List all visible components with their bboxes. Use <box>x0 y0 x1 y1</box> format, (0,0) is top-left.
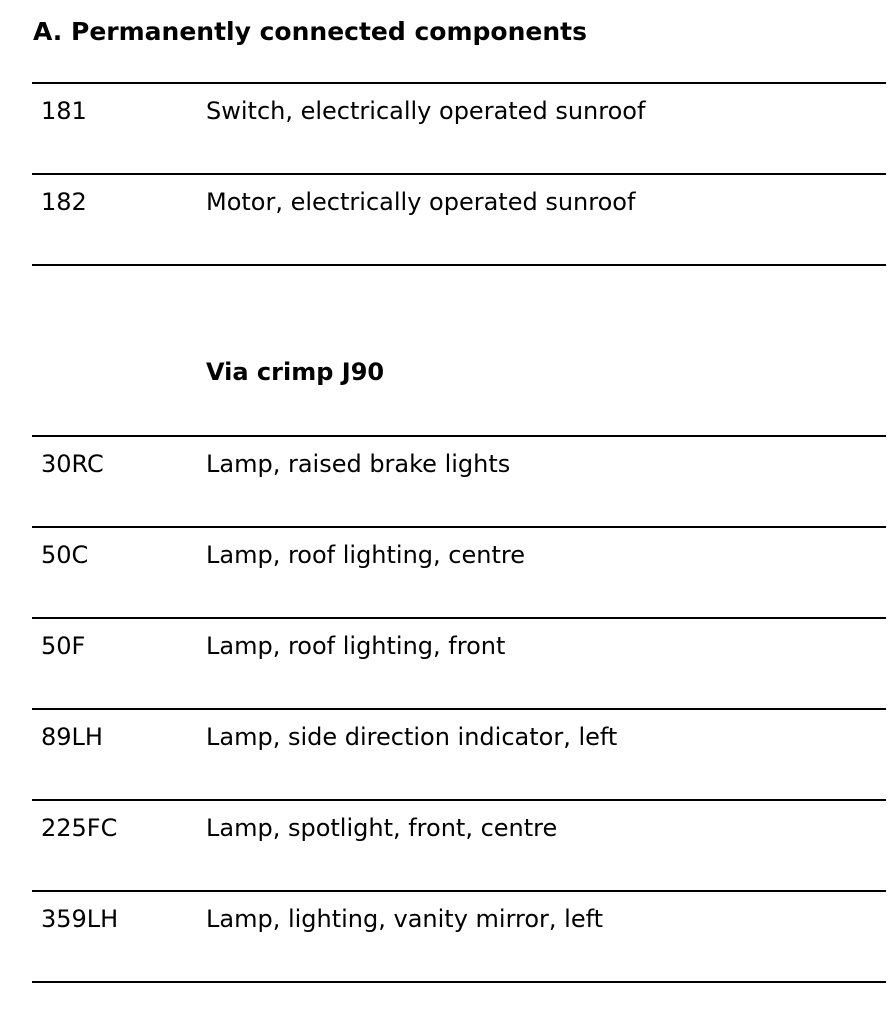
component-code: 182 <box>41 188 87 216</box>
component-code: 50C <box>41 541 89 569</box>
section-heading: A. Permanently connected components <box>33 17 587 46</box>
table-row <box>32 801 886 892</box>
components-table <box>32 82 886 266</box>
table-row <box>32 619 886 710</box>
crimp-components-table <box>32 435 886 983</box>
component-description: Switch, electrically operated sunroof <box>206 97 646 125</box>
component-description: Lamp, side direction indicator, left <box>206 723 618 751</box>
table-row <box>32 892 886 983</box>
table-row <box>32 528 886 619</box>
component-description: Lamp, raised brake lights <box>206 450 511 478</box>
table-row <box>32 175 886 266</box>
table-row <box>32 437 886 528</box>
component-description: Motor, electrically operated sunroof <box>206 188 636 216</box>
component-code: 181 <box>41 97 87 125</box>
table-row <box>32 84 886 175</box>
component-code: 89LH <box>41 723 103 751</box>
component-code: 50F <box>41 632 86 660</box>
component-description: Lamp, lighting, vanity mirror, left <box>206 905 604 933</box>
component-code: 359LH <box>41 905 119 933</box>
component-description: Lamp, roof lighting, centre <box>206 541 525 569</box>
subsection-heading: Via crimp J90 <box>206 358 385 386</box>
component-code: 30RC <box>41 450 104 478</box>
component-description: Lamp, roof lighting, front <box>206 632 506 660</box>
table-row <box>32 710 886 801</box>
component-code: 225FC <box>41 814 118 842</box>
component-description: Lamp, spotlight, front, centre <box>206 814 558 842</box>
